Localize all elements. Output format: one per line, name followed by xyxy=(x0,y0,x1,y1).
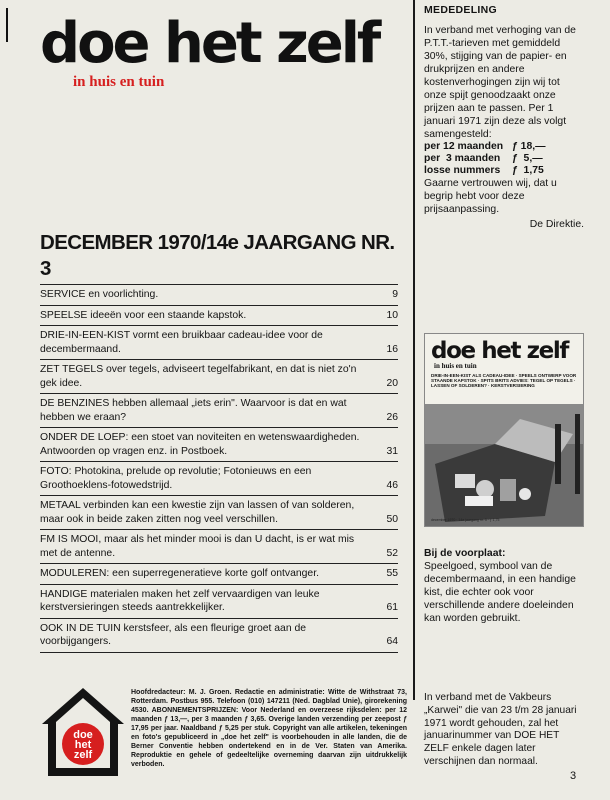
toc-keyword: FOTO xyxy=(40,466,69,477)
toc-description: vormt een bruikbaar cadeau-idee voor de decembermaand. xyxy=(40,330,323,355)
toc-page-number: 10 xyxy=(386,309,398,321)
logo-line2: het xyxy=(74,739,92,751)
masthead xyxy=(40,11,400,91)
price-value: ƒ 5,— xyxy=(512,153,543,164)
bottom-note: In verband met de Vakbeurs „Karwei" die van 23 t/m 28 januari 1971 wordt gehouden, zal het januarinummer van DOE HET ZELF enkele dagen later verschijnen dan normaal. xyxy=(424,692,577,767)
toc-description: : een stoet van noviteiten en wetenswaardigheden. Antwoorden op vragen enz. in Postboek. xyxy=(40,432,360,457)
toc-entry-text xyxy=(40,309,376,323)
toc-row xyxy=(40,428,398,462)
toc-row xyxy=(40,619,398,653)
masthead-subtitle: in huis en tuin xyxy=(73,74,165,90)
cover-caption xyxy=(424,547,584,625)
toc-entry-text xyxy=(40,499,376,526)
toc-entry-text xyxy=(40,588,376,615)
cover-photo xyxy=(425,404,583,526)
toc-page-number: 26 xyxy=(386,411,398,423)
toc-description: ideeën voor een staande kapstok. xyxy=(87,309,247,321)
toc-row xyxy=(40,496,398,530)
notice-title: MEDEDELING xyxy=(424,4,498,16)
notice xyxy=(424,24,584,231)
edge-mark xyxy=(6,8,8,42)
toc-entry-text xyxy=(40,533,376,560)
price-label: losse nummers xyxy=(424,165,501,176)
toc-keyword: HANDIGE xyxy=(40,588,88,600)
toc-keyword: OOK IN DE TUIN xyxy=(40,622,121,634)
toc-description: over tegels, adviseert tegelfabrikant, en dat is niet zo'n gek idee. xyxy=(40,364,357,389)
toc-keyword: FM IS MOOI xyxy=(40,534,99,545)
cover-date: december 1970 · 14e jaargang nr. 3 · ƒ 1,75 xyxy=(431,518,500,522)
toc-row xyxy=(40,306,398,327)
toc-keyword: MODULEREN xyxy=(40,568,107,579)
toc-entry-text xyxy=(40,329,376,356)
toc-page-number: 31 xyxy=(386,445,398,457)
toc-row xyxy=(40,462,398,496)
toc-row xyxy=(40,530,398,564)
toc-entry-text xyxy=(40,288,376,302)
toc-entry-text xyxy=(40,363,376,390)
toc-page-number: 52 xyxy=(386,547,398,559)
price-row xyxy=(424,153,546,165)
logo-line3: zelf xyxy=(73,749,93,761)
toc-row xyxy=(40,564,398,585)
toc-keyword: DRIE-IN-EEN-KIST xyxy=(40,330,130,341)
toc-description: verbinden kan een kwestie zijn van lassen of van solderen, maar ook in beide zaken zitten nog veel verschillen. xyxy=(40,500,355,525)
toc-description: materialen maken het zelf vervaardigen van leuke kerstversieringen steeds aantrekkelijker. xyxy=(40,588,320,613)
toc-row xyxy=(40,360,398,394)
toc-keyword: METAAL xyxy=(40,500,81,511)
toc-description: , maar als het minder mooi is dan U dacht, is er wat mis met de antenne. xyxy=(40,534,355,559)
price-value: ƒ 18,— xyxy=(512,141,546,152)
toc-entry-text xyxy=(40,622,376,649)
toc-row xyxy=(40,326,398,360)
notice-closing: Gaarne vertrouwen wij, dat u begrip hebt voor deze prijsaanpassing. xyxy=(424,178,557,215)
cover-headlines: DRIE-IN-EEN-KIST ALS CADEAU-IDEE · SPEELS ONTWERP VOOR STAANDE KAPSTOK · SPITS BRITS ADVIES: TEGEL OP TEGELS · LASSEN OF SOLDEREN? · KERSTVERSIERING xyxy=(431,373,577,389)
toc-keyword: SERVICE xyxy=(40,289,86,300)
cover-subtitle: in huis en tuin xyxy=(434,362,477,370)
toc-page-number: 64 xyxy=(386,636,398,647)
price-row xyxy=(424,165,546,177)
caption-text: Speelgoed, symbool van de decembermaand, in een handige kist, die echter ook voor verschillende andere doeleinden kan worden gebruikt. xyxy=(424,561,576,624)
caption-title: Bij de voorplaat: xyxy=(424,548,506,559)
toc-description: kerstsfeer, als een fleurige groet aan de voorbijgangers. xyxy=(40,622,307,647)
price-table xyxy=(424,141,546,177)
logo-line1: doe xyxy=(73,729,93,741)
price-value: ƒ 1,75 xyxy=(512,165,544,176)
notice-signature: De Direktie. xyxy=(529,219,584,230)
house-logo-icon xyxy=(40,686,126,778)
cover-thumbnail xyxy=(424,333,584,527)
table-of-contents xyxy=(40,284,398,653)
toc-page-number: 55 xyxy=(386,568,398,579)
toc-keyword: DE BENZINES xyxy=(40,398,110,409)
notice-body: In verband met verhoging van de P.T.T.-tarieven met gemiddeld 30%, stijging van de papier- en drukprijzen en andere kostenverhogingen zijn wij tot onze spijt genoodzaakt onze prijzen aan te passen. Per 1 januari 1971 zijn deze als volgt samengesteld: xyxy=(424,25,576,140)
toc-description: en voorlichting. xyxy=(85,289,159,300)
toc-page-number: 16 xyxy=(386,343,398,355)
toc-page-number: 46 xyxy=(386,479,398,491)
toc-keyword: ZET TEGELS xyxy=(40,364,104,375)
toc-page-number: 9 xyxy=(392,289,398,300)
toc-entry-text xyxy=(40,465,376,492)
toc-description: : een superregeneratieve korte golf ontvanger. xyxy=(106,568,319,579)
price-label: per 12 maanden xyxy=(424,141,504,152)
toc-entry-text xyxy=(40,397,376,424)
toc-keyword: SPEELSE xyxy=(40,309,88,321)
price-row xyxy=(424,141,546,153)
toc-entry-text xyxy=(40,567,376,581)
toc-page-number: 61 xyxy=(386,602,398,613)
toc-row xyxy=(40,394,398,428)
toc-description: : Photokina, prelude op revolutie; Fotonieuws en een Groothoeklens-fotowedstrijd. xyxy=(40,466,312,491)
column-divider xyxy=(413,0,415,700)
masthead-title: doe het zelf xyxy=(40,11,379,76)
toc-page-number: 50 xyxy=(386,513,398,525)
issue-heading: DECEMBER 1970/14e JAARGANG NR. 3 xyxy=(40,231,395,280)
toc-row xyxy=(40,585,398,619)
cover-title: doe het zelf xyxy=(431,338,568,364)
toc-keyword: ONDER DE LOEP xyxy=(40,432,126,443)
contents-column xyxy=(40,230,398,653)
toc-page-number: 20 xyxy=(386,377,398,389)
toc-row xyxy=(40,285,398,306)
price-label: per 3 maanden xyxy=(424,153,501,164)
page-number: 3 xyxy=(570,770,577,782)
imprint: Hoofdredacteur: M. J. Groen. Redactie en administratie: Witte de Withstraat 73, Rotterdam. Postbus 955. Telefoon (010) 147211 (Ned. Dagblad Unie), girorekening 4530. ABONNEMENTSPRIJZEN: Voor Nederland en overzeese rijksdelen: per 12 maanden ƒ 13,—, per 3 maanden ƒ 3,65. Overige landen verzending per zeepost ƒ 17,95 per jaar. Naaldband ƒ 5,25 per stuk. Copyright van alle artikelen, tekeningen en foto's gepubliceerd in „doe het zelf" is voorbehouden in alle landen, die de Berner Conventie hebben ondertekend en in de Ver. Staten van Amerika. Reproduktie en gehele of gedeeltelijke overneming daarvan zijn uitdrukkelijk verboden. xyxy=(131,689,407,768)
toc-description: hebben allemaal „iets erin". Waarvoor is dat en wat hebben we eraan? xyxy=(40,398,347,423)
toc-entry-text xyxy=(40,431,376,458)
